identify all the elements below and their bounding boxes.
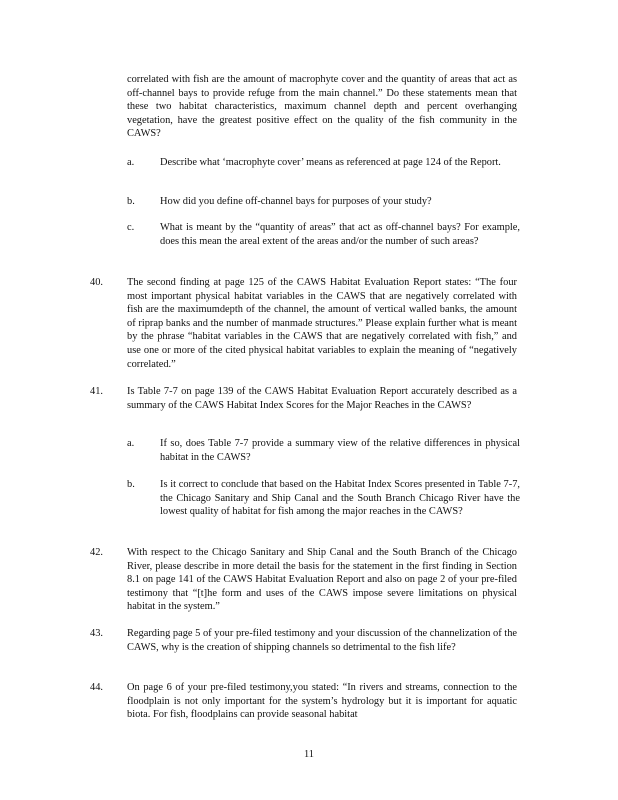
q39-c-letter: c. [127, 222, 135, 233]
q40-text: The second finding at page 125 of the CAWS Habitat Evaluation Report states: “The four most important physical habitat variables in the CAWS that are negatively correlated with fish are the maximumdepth of the channel, the amount of vertical walled banks, the amount of riprap banks and the number of manmade structures.” Please explain further what is meant by the phrase “habitat variables in the CAWS that are negatively correlated with fish,” and use one or more of the cited physical habitat variables to explain the meaning of “negatively correlated.” [127, 277, 517, 370]
q41-number: 41. [90, 386, 103, 397]
q39-b-letter: b. [127, 196, 135, 207]
q42-number: 42. [90, 547, 103, 558]
q41-b-letter: b. [127, 479, 135, 490]
q43-number: 43. [90, 628, 103, 639]
q44-text: On page 6 of your pre-filed testimony,you stated: “In rivers and streams, connection to the floodplain is not only important for the system’s hydrology but it is important for aquatic biota. For fish, floodplains can provide seasonal habitat [127, 682, 517, 721]
q39-c-text: What is meant by the “quantity of areas” that act as off-channel bays? For example, does this mean the areal extent of the areas and/or the number of such areas? [160, 222, 520, 247]
q44-number: 44. [90, 682, 103, 693]
q41-text: Is Table 7-7 on page 139 of the CAWS Habitat Evaluation Report accurately described as a summary of the CAWS Habitat Index Scores for the Major Reaches in the CAWS? [127, 386, 517, 411]
q41-a-letter: a. [127, 438, 135, 449]
page-number: 11 [303, 749, 314, 760]
q39-a-letter: a. [127, 157, 135, 168]
q43-text: Regarding page 5 of your pre-filed testimony and your discussion of the channelization of the CAWS, why is the creation of shipping channels so detrimental to the fish life? [127, 628, 517, 653]
q39-b-text: How did you define off-channel bays for purposes of your study? [160, 196, 432, 207]
intro-paragraph: correlated with fish are the amount of macrophyte cover and the quantity of areas that act as off-channel bays to provide refuge from the main channel.” Do these statements mean that these two habitat characteristics, maximum channel depth and percent overhanging vegetation, have the greatest positive effect on the quality of the fish community in the CAWS? [127, 74, 517, 140]
q41-a-text: If so, does Table 7-7 provide a summary view of the relative differences in physical habitat in the CAWS? [160, 438, 520, 463]
q40-number: 40. [90, 277, 103, 288]
q42-text: With respect to the Chicago Sanitary and Ship Canal and the South Branch of the Chicago River, please describe in more detail the basis for the statement in the first finding in Section 8.1 on page 141 of the CAWS Habitat Evaluation Report and also on page 2 of your pre-filed testimony that “[t]he form and uses of the CAWS impose severe limitations on physical habitat in the system.” [127, 547, 517, 613]
q39-a-text: Describe what ‘macrophyte cover’ means as referenced at page 124 of the Report. [160, 157, 501, 168]
q41-b-text: Is it correct to conclude that based on the Habitat Index Scores presented in Table 7-7, the Chicago Sanitary and Ship Canal and the South Branch Chicago River have the lowest quality of habitat for fish among the major reaches in the CAWS? [160, 479, 520, 518]
